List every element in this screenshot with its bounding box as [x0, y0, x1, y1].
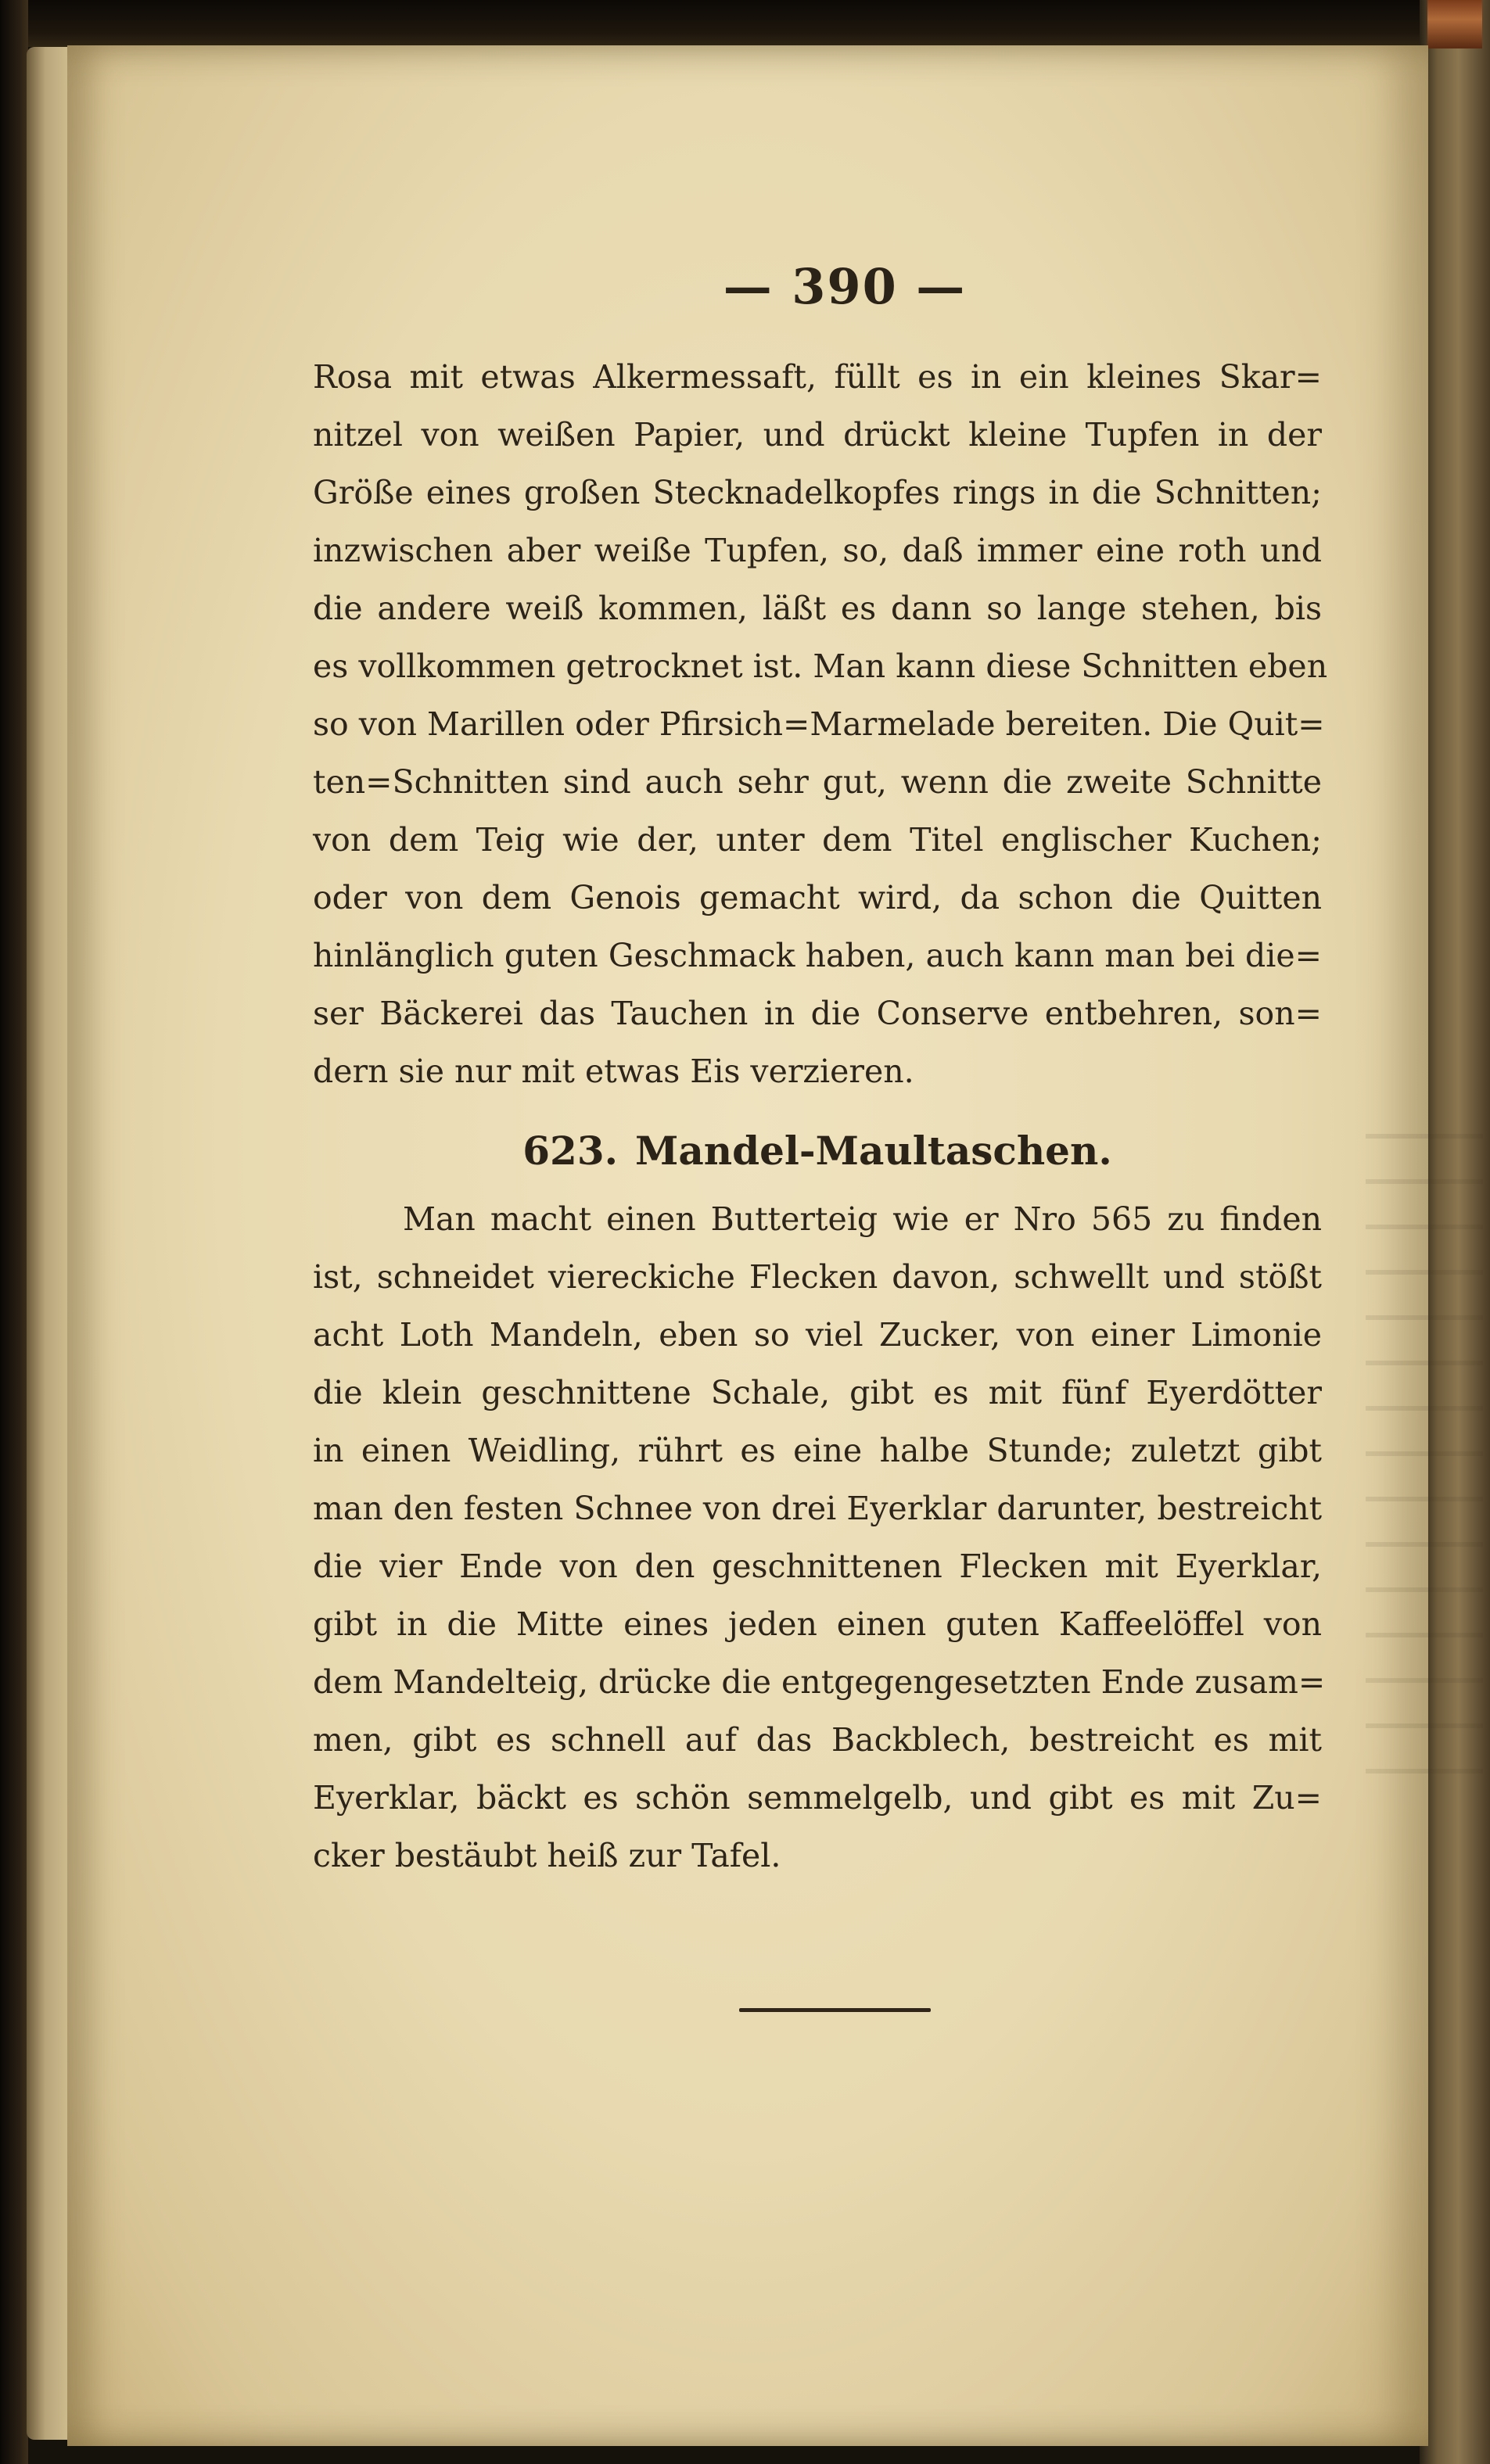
text-line: ist, schneidet viereckiche Flecken davon, schwellt und stößt — [313, 1258, 1322, 1296]
recipe-paragraph — [313, 1190, 1326, 1885]
section-end-rule — [739, 2008, 931, 2012]
paragraph-continued — [313, 348, 1328, 1100]
text-line: inzwischen aber weiße Tupfen, so, daß immer eine roth und — [313, 532, 1322, 569]
text-line: ser Bäckerei das Tauchen in die Conserve entbehren, son= — [313, 995, 1322, 1032]
recipe-title: Mandel-Maultaschen. — [635, 1128, 1112, 1174]
bookmark-ribbon — [1427, 0, 1482, 48]
text-line: ten=Schnitten sind auch sehr gut, wenn die zweite Schnitte — [313, 763, 1322, 801]
text-line: so von Marillen oder Pfirsich=Marmelade bereiten. Die Quit= — [313, 705, 1325, 743]
recipe-heading — [313, 1120, 1322, 1182]
text-line: Größe eines großen Stecknadelkopfes rings in die Schnitten; — [313, 474, 1322, 511]
text-line: von dem Teig wie der, unter dem Titel englischer Kuchen; — [313, 821, 1322, 859]
text-line: cker bestäubt heiß zur Tafel. — [313, 1837, 781, 1874]
text-line: Eyerklar, bäckt es schön semmelgelb, und gibt es mit Zu= — [313, 1779, 1322, 1817]
text-line: acht Loth Mandeln, eben so viel Zucker, von einer Limonie — [313, 1316, 1322, 1354]
show-through-text — [1366, 1093, 1483, 1797]
text-line: Man macht einen Butterteig wie er Nro 565 zu finden — [403, 1200, 1322, 1238]
text-line: nitzel von weißen Papier, und drückt kleine Tupfen in der — [313, 416, 1322, 454]
scan-top-border — [0, 0, 1490, 47]
text-line: dern sie nur mit etwas Eis verzieren. — [313, 1053, 914, 1090]
text-line: in einen Weidling, rührt es eine halbe Stunde; zuletzt gibt — [313, 1432, 1322, 1469]
text-line: die andere weiß kommen, läßt es dann so lange stehen, bis — [313, 590, 1322, 627]
text-line: Rosa mit etwas Alkermessaft, füllt es in ein kleines Skar= — [313, 358, 1322, 396]
text-line: men, gibt es schnell auf das Backblech, bestreicht es mit — [313, 1721, 1322, 1759]
recipe-number: 623. — [522, 1128, 619, 1174]
text-line: gibt in die Mitte eines jeden einen guten Kaffeelöffel von — [313, 1605, 1322, 1643]
text-line: die klein geschnittene Schale, gibt es mit fünf Eyerdötter — [313, 1374, 1322, 1411]
page-edge-left — [27, 47, 74, 2440]
text-line: oder von dem Genois gemacht wird, da schon die Quitten — [313, 879, 1322, 916]
book-binding-left — [0, 0, 28, 2464]
text-line: die vier Ende von den geschnittenen Flecken mit Eyerklar, — [313, 1548, 1322, 1585]
text-line: dem Mandelteig, drücke die entgegengesetzten Ende zusam= — [313, 1663, 1326, 1701]
text-line: hinlänglich guten Geschmack haben, auch kann man bei die= — [313, 937, 1322, 974]
text-line: man den festen Schnee von drei Eyerklar darunter, bestreicht — [313, 1490, 1323, 1527]
text-line: es vollkommen getrocknet ist. Man kann diese Schnitten eben — [313, 647, 1328, 685]
page-number: — 390 — — [723, 258, 967, 315]
